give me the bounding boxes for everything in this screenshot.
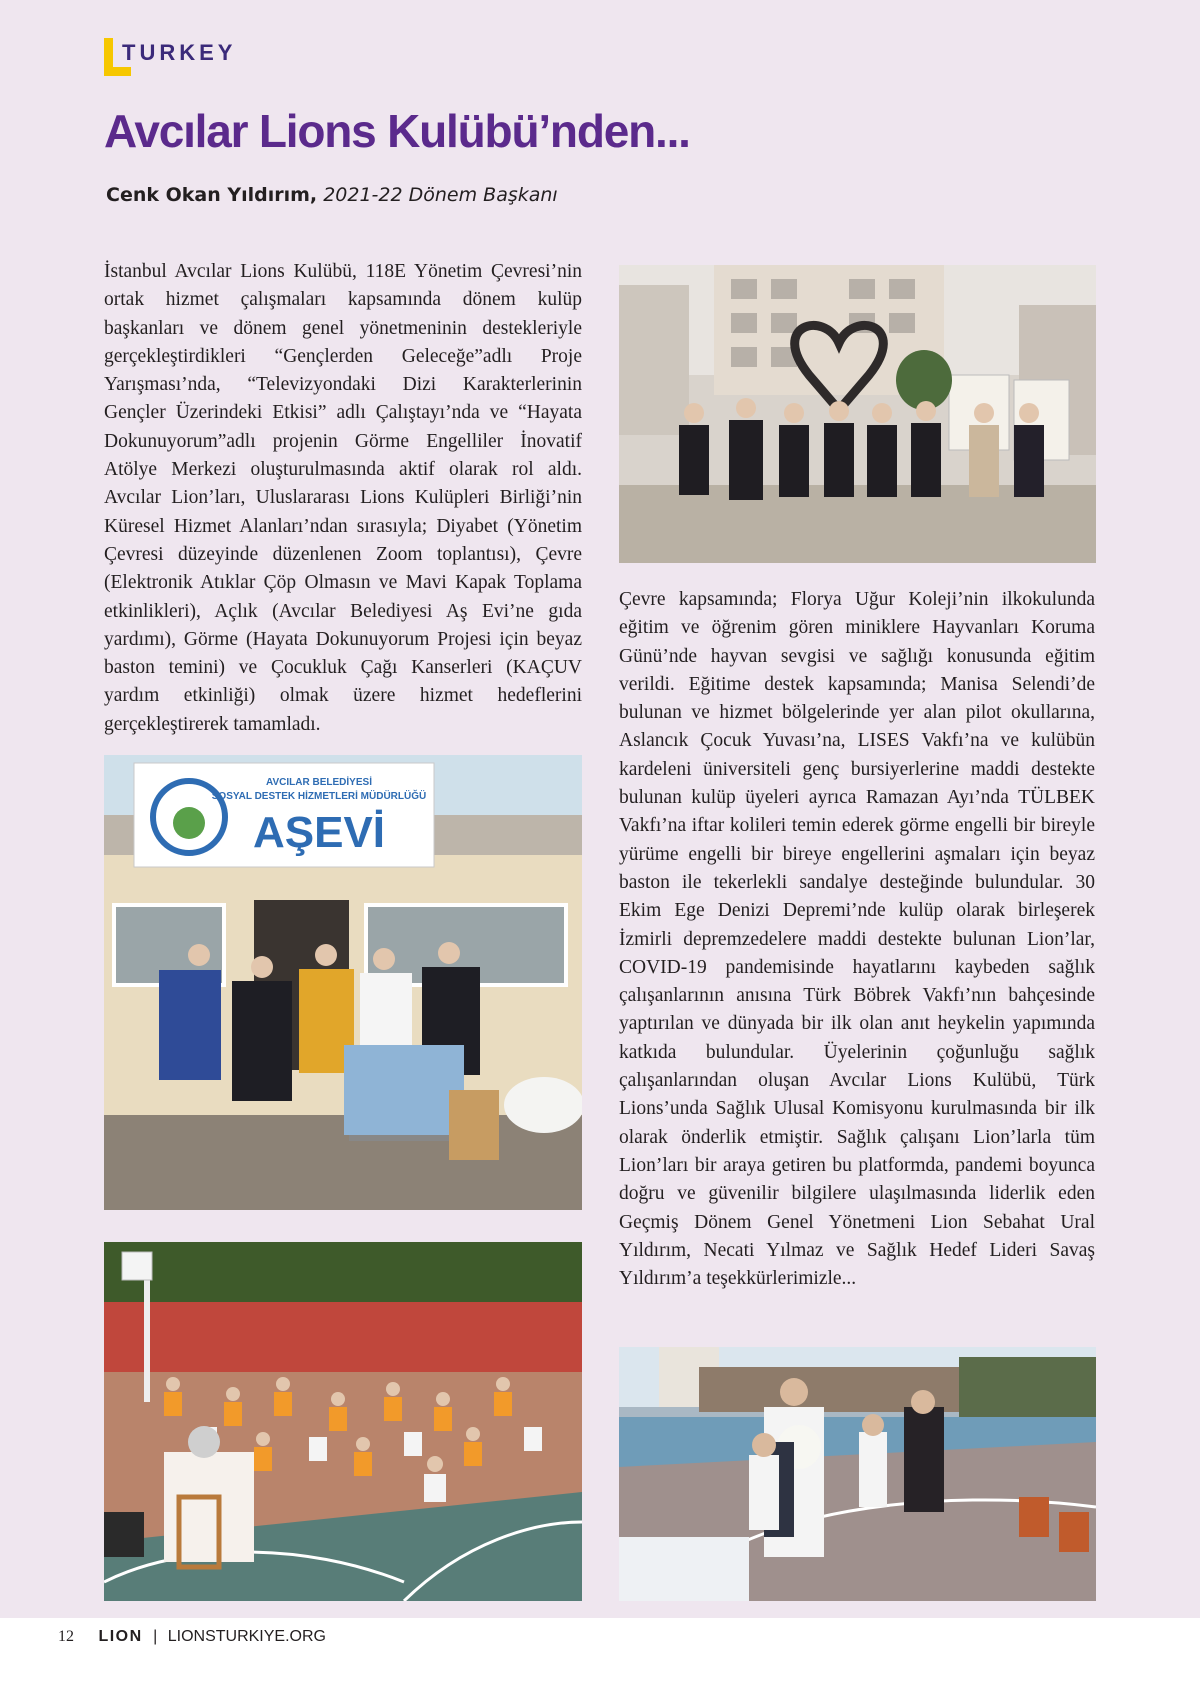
sign-main: AŞEVİ <box>252 808 386 857</box>
paragraph-1: İstanbul Avcılar Lions Kulübü, 118E Yönetim Çevresi’nin ortak hizmet çalışmaları kapsamında dönem kulüp başkanları ve dönem genel yönetmeninin destekleriyle gerçekleştirdikleri “Gençlerden Geleceğe”adlı Proje Yarışması’nda, “Televizyondaki Dizi Karakterlerinin Gençler Üzerindeki Etkisi” adlı Çalıştayı’nda ve “Hayata Dokunuyorum”adlı projenin Görme Engelliler İnovatif Atölye Merkezi oluşturulmasında aktif olarak rol aldı. Avcılar Lion’ları, Uluslararası Lions Kulüpleri Birliği’nin Küresel Hizmet Alanları’ndan sırasıyla; Diyabet (Yönetim Çevresi düzeyinde düzenlenen Zoom toplantısı), Çevre (Elektronik Atıklar Çöp Olmasın ve Mavi Kapak Toplama etkinlikleri), Açlık (Avcılar Belediyesi Aş Evi’ne gıda yardımı), Görme (Hayata Dokunuyorum Projesi için beyaz baston temini) ve Çocukluk Çağı Kanserleri (KAÇUV yardım etkinliği) olmak üzere hizmet hedeflerini gerçekleştirerek tamamladı. <box>104 261 582 735</box>
footer-separator: | <box>153 1628 158 1645</box>
text-column-left <box>104 258 582 739</box>
photo-soup-kitchen <box>104 755 582 1210</box>
monument-photo-illustration <box>619 265 1096 563</box>
schoolyard-illustration <box>104 1242 582 1601</box>
paragraph-2: Çevre kapsamında; Florya Uğur Koleji’nin ilkokulunda eğitim ve öğrenim gören miniklere Hayvanları Koruma Günü’nde hayvan sevgisi ve sağlığı konusunda eğitim verildi. Eğitime destek kapsamında; Manisa Selendi’de bulunan ve hizmet bölgelerinde yer alan pilot okullarına, Aslancık Çocuk Yuvası’na, LISES Vakfı’na ve kulübün kardeleni üniversiteli genç bursiyerlerine maddi destekte bulunan kulüp üyeleri ayrıca Ramazan Ayı’nda TÜLBEK Vakfı’na iftar kolileri temin ederek görme engelli bir bireyle yürüme engelli bir bireye engellerini aşmaları için beyaz baston ile tekerlekli sandalye desteğinde bulundular. 30 Ekim Ege Denizi Depremi’nde kulüp olarak birleşerek İzmirli depremzedelere maddi destekte bulunan Lion’lar, COVID-19 pandemisinde hayatlarını kaybeden sağlık çalışanlarının anısına Türk Böbrek Vakfı’nın bahçesinde yaptırılan ve dünyada bir ilk olan anıt heykelin yapımında katkıda bulundular. Üyelerinin çoğunluğu sağlık çalışanlarından oluşan Avcılar Lions Kulübü, Türk Lions’unda Sağlık Ulusal Komisyonu kurulmasında bir ilk olarak önderlik etmiştir. Sağlık çalışanı Lion’larla tüm Lion’ları bir araya getiren bu platformda, pandemi boyunca doğru ve güvenilir bilgilere ulaşılmasında liderlik eden Geçmiş Dönem Genel Yönetmeni Lion Sebahat Ural Yıldırım, Necati Yılmaz ve Sağlık Hedef Lideri Savaş Yıldırım’a teşekkürlerimizle... <box>619 589 1095 1290</box>
text-column-right <box>619 586 1095 1293</box>
section-label: TURKEY <box>122 40 237 65</box>
photo-monument-group <box>619 265 1096 563</box>
byline <box>106 184 558 206</box>
l-logo-foot <box>104 67 131 76</box>
sign-line-2: SOSYAL DESTEK HİZMETLERİ MÜDÜRLÜĞÜ <box>211 791 427 802</box>
school-court-illustration <box>619 1347 1096 1601</box>
photo-school-court-ceremony <box>619 1347 1096 1601</box>
soup-kitchen-illustration <box>104 755 582 1210</box>
author-name: Cenk Okan Yıldırım, <box>106 184 318 206</box>
author-role: 2021-22 Dönem Başkanı <box>323 184 558 206</box>
sign-line-1: AVCILAR BELEDİYESİ <box>266 777 372 788</box>
article-title: Avcılar Lions Kulübü’nden... <box>104 105 690 157</box>
magazine-name: LION <box>98 1628 143 1645</box>
website-link[interactable]: LIONSTURKIYE.ORG <box>167 1628 326 1645</box>
page-number: 12 <box>58 1628 74 1645</box>
page-footer <box>58 1628 326 1646</box>
photo-schoolyard-children <box>104 1242 582 1601</box>
